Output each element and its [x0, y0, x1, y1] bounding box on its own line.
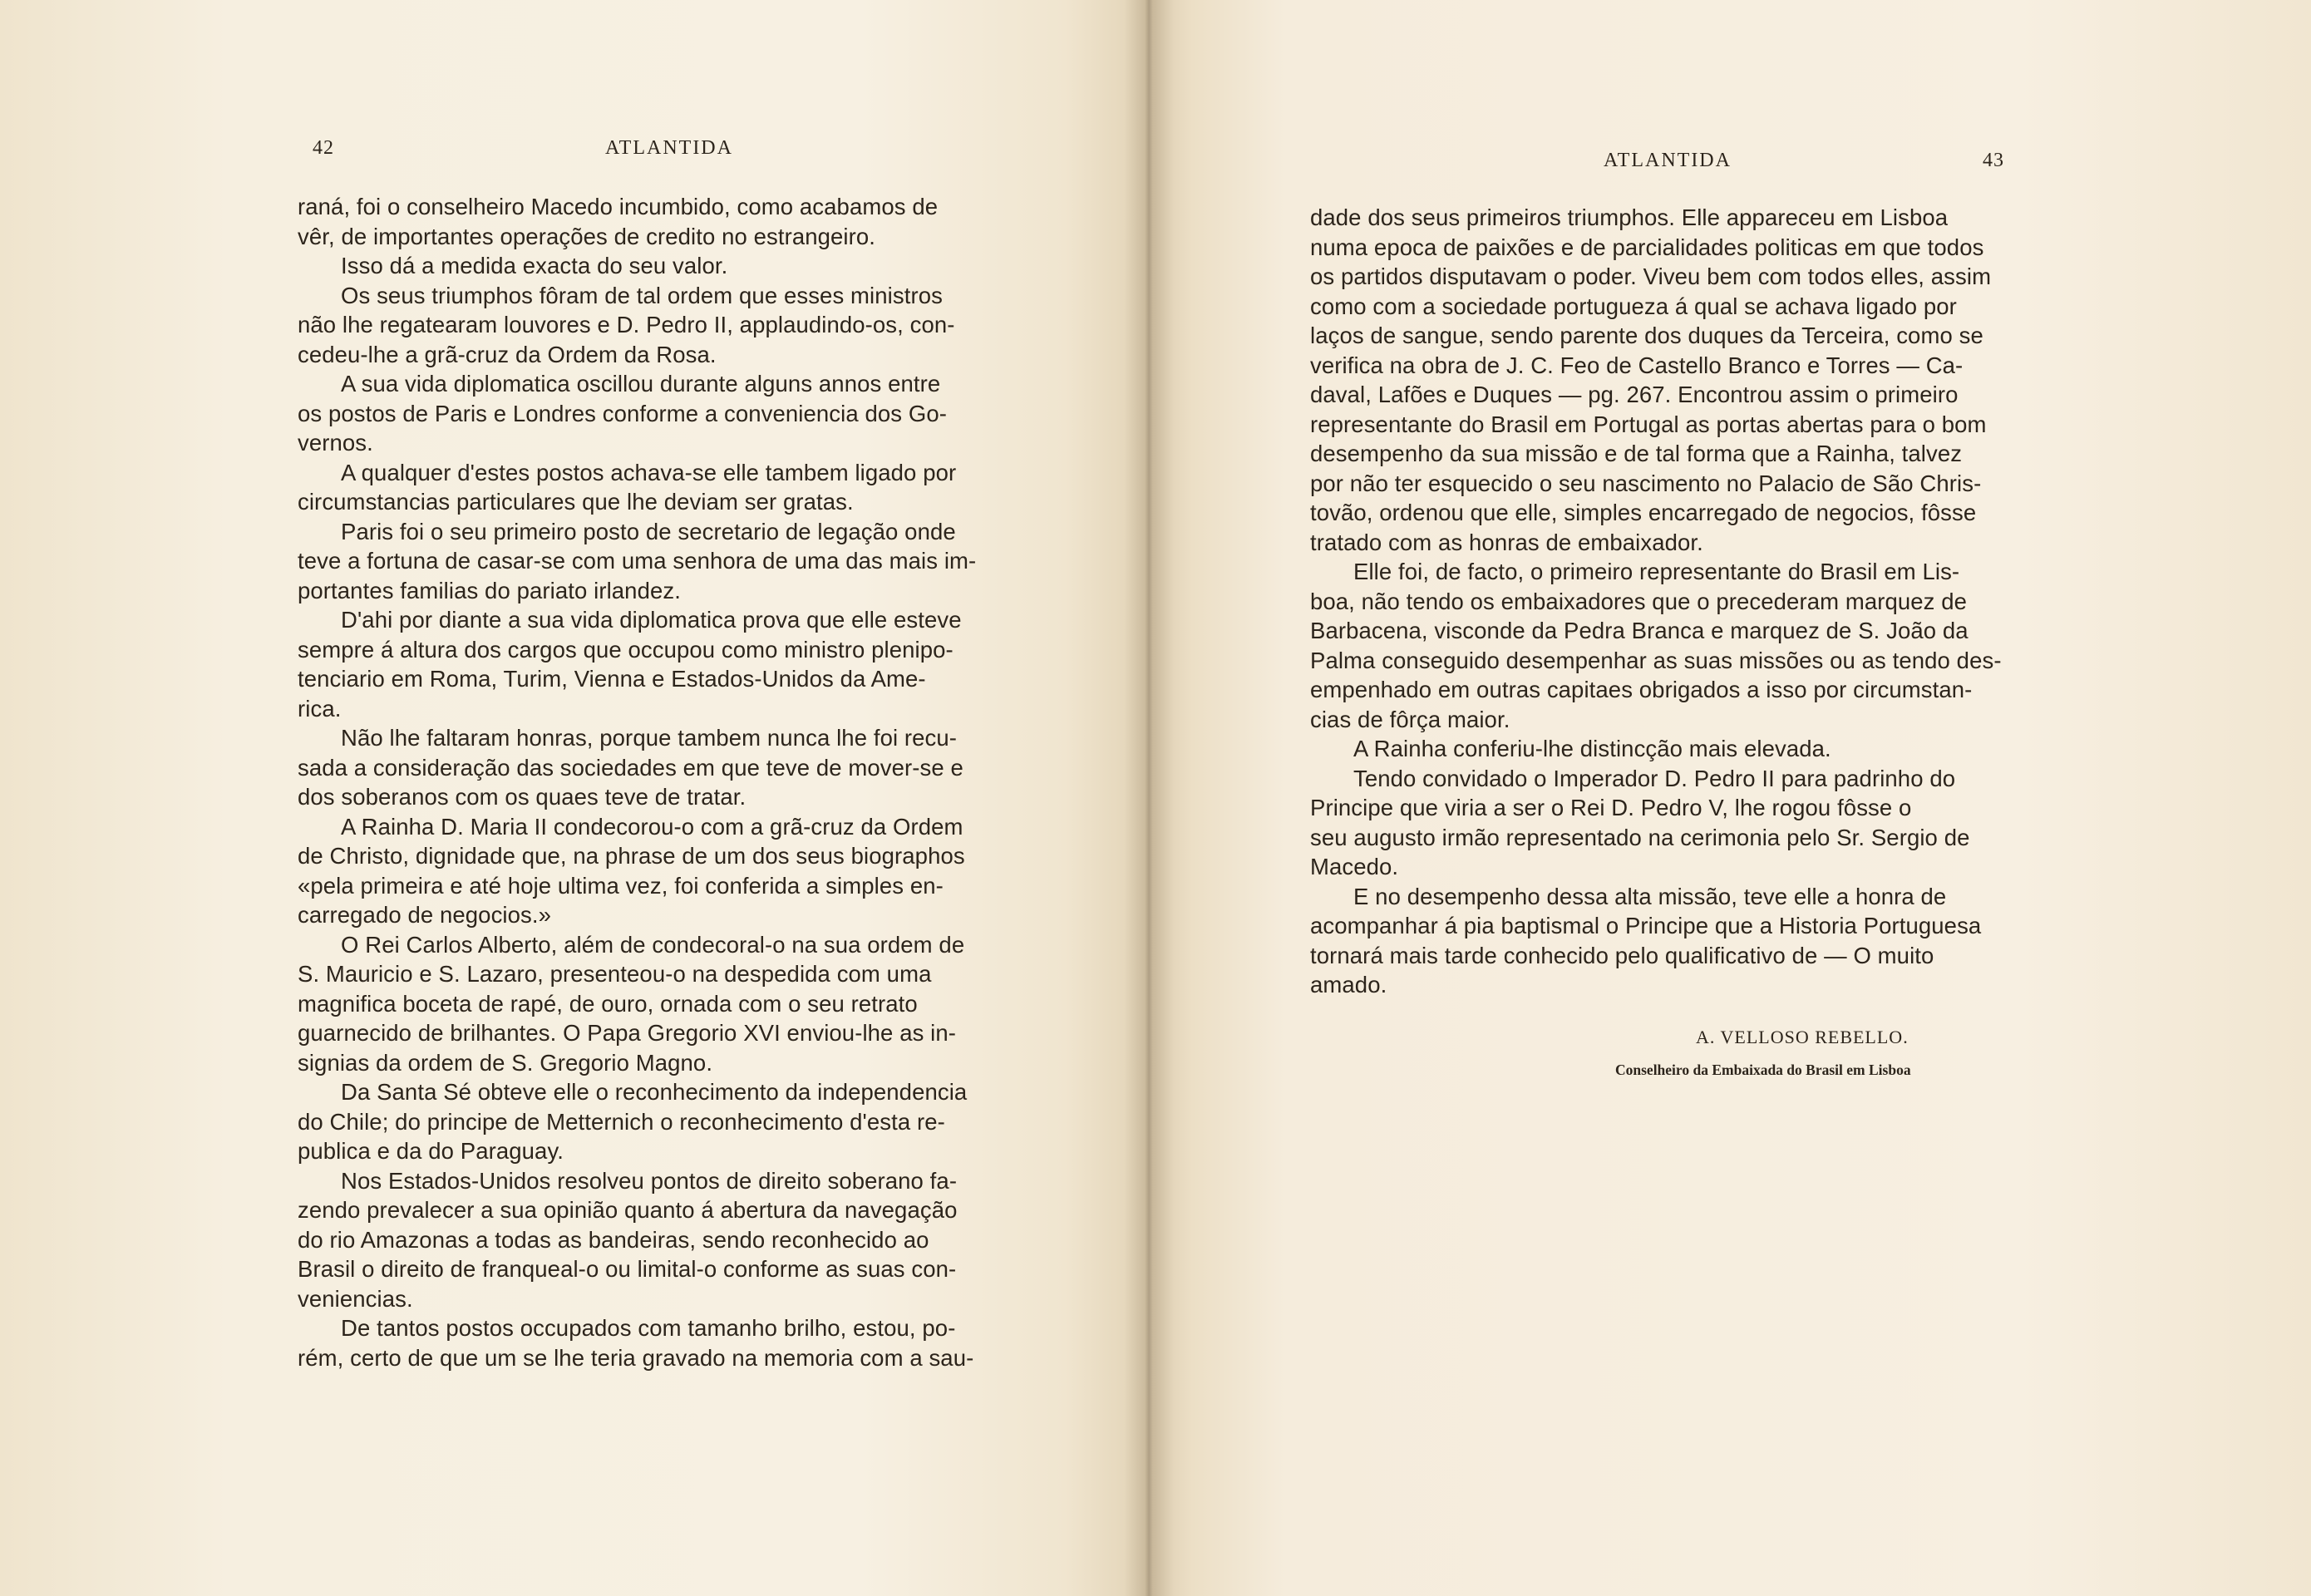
text-line: de Christo, dignidade que, na phrase de um dos seus biographos — [298, 843, 965, 869]
text-line: Barbacena, visconde da Pedra Branca e marquez de S. João da — [1310, 618, 1969, 643]
right-page — [1146, 0, 2311, 1596]
right-page-number: 43 — [1983, 150, 2004, 171]
text-line: zendo prevalecer a sua opinião quanto á abertura da navegação — [298, 1197, 958, 1223]
text-line: representante do Brasil em Portugal as portas abertas para o bom — [1310, 411, 1987, 437]
text-line: vernos. — [298, 430, 373, 456]
left-page-header — [313, 137, 745, 170]
text-line: não lhe regatearam louvores e D. Pedro II, applaudindo-os, con- — [298, 312, 955, 337]
text-line: tovão, ordenou que elle, simples encarregado de negocios, fôsse — [1310, 500, 1977, 525]
text-line: amado. — [1310, 972, 1387, 998]
text-line: rica. — [298, 695, 342, 722]
text-line: Palma conseguido desempenhar as suas missões ou as tendo des- — [1310, 647, 2002, 673]
text-line: Brasil o direito de franqueal-o ou limital-o conforme as suas con- — [298, 1256, 957, 1282]
text-line: dade dos seus primeiros triumphos. Elle appareceu em Lisboa — [1310, 204, 1949, 230]
text-line: daval, Lafões e Duques — pg. 267. Encontrou assim o primeiro — [1310, 382, 1959, 407]
text-line: Elle foi, de facto, o primeiro representante do Brasil em Lis- — [1353, 559, 1960, 584]
text-line: sada a consideração das sociedades em que teve de mover-se e — [298, 754, 963, 781]
text-line: A sua vida diplomatica oscillou durante alguns annos entre — [341, 371, 941, 397]
left-page-text — [298, 192, 1016, 1372]
text-line: seu augusto irmão representado na cerimonia pelo Sr. Sergio de — [1310, 824, 1970, 850]
right-page-text — [1310, 203, 2022, 1000]
text-line: boa, não tendo os embaixadores que o precederam marquez de — [1310, 588, 1968, 614]
text-line: tenciario em Roma, Turim, Vienna e Estados-Unidos da Ame- — [298, 666, 926, 692]
text-line: do Chile; do principe de Metternich o reconhecimento d'esta re- — [298, 1108, 945, 1135]
text-line: os partidos disputavam o poder. Viveu bem com todos elles, assim — [1310, 264, 1992, 289]
text-line: Não lhe faltaram honras, porque tambem nunca lhe foi recu- — [341, 725, 958, 751]
text-line: raná, foi o conselheiro Macedo incumbido, como acabamos de — [298, 194, 939, 219]
text-line: circumstancias particulares que lhe deviam ser gratas. — [298, 489, 854, 515]
left-page-number: 42 — [313, 137, 334, 159]
text-line: desempenho da sua missão e de tal forma que a Rainha, talvez — [1310, 441, 1963, 466]
text-line: tornará mais tarde conhecido pelo qualificativo de — O muito — [1310, 942, 1934, 968]
text-line: laços de sangue, sendo parente dos duques da Terceira, como se — [1310, 323, 1983, 348]
text-line: portantes familias do pariato irlandez. — [298, 577, 681, 603]
text-line: tratado com as honras de embaixador. — [1310, 529, 1703, 555]
text-line: guarnecido de brilhantes. O Papa Gregorio XVI enviou-lhe as in- — [298, 1020, 957, 1046]
text-line: Macedo. — [1310, 854, 1399, 879]
text-line: verifica na obra de J. C. Feo de Castello Branco e Torres — Ca- — [1310, 352, 1964, 378]
text-line: D'ahi por diante a sua vida diplomatica prova que elle esteve — [341, 607, 962, 633]
text-line: sempre á altura dos cargos que occupou como ministro plenipo- — [298, 636, 953, 663]
text-line: vêr, de importantes operações de credito no estrangeiro. — [298, 223, 876, 249]
text-line: cedeu-lhe a grã-cruz da Ordem da Rosa. — [298, 341, 717, 367]
text-line: dos soberanos com os quaes teve de tratar. — [298, 784, 747, 810]
text-line: do rio Amazonas a todas as bandeiras, sendo reconhecido ao — [298, 1226, 929, 1253]
text-line: veniencias. — [298, 1285, 413, 1312]
text-line: A Rainha D. Maria II condecorou-o com a grã-cruz da Ordem — [341, 813, 963, 840]
text-line: teve a fortuna de casar-se com uma senhora de uma das mais im- — [298, 548, 977, 574]
text-line: «pela primeira e até hoje ultima vez, foi conferida a simples en- — [298, 872, 944, 899]
text-line: Os seus triumphos fôram de tal ordem que esses ministros — [341, 282, 943, 308]
author-title: Conselheiro da Embaixada do Brasil em Lisboa — [1615, 1062, 1911, 1078]
text-line: empenhado em outras capitaes obrigados a isso por circumstan- — [1310, 677, 1973, 702]
text-line: numa epoca de paixões e de parcialidades politicas em que todos — [1310, 234, 1984, 260]
right-running-head: ATLANTIDA — [1604, 150, 1732, 171]
text-line: carregado de negocios.» — [298, 902, 552, 928]
right-page-header — [1604, 150, 2036, 183]
text-line: acompanhar á pia baptismal o Principe que a Historia Portuguesa — [1310, 913, 1982, 938]
text-line: Da Santa Sé obteve elle o reconhecimento da independencia — [341, 1079, 968, 1105]
text-line: magnifica boceta de rapé, de ouro, ornada com o seu retrato — [298, 990, 918, 1017]
left-running-head: ATLANTIDA — [605, 137, 733, 159]
text-line: Principe que viria a ser o Rei D. Pedro V, lhe rogou fôsse o — [1310, 795, 1912, 820]
text-line: Nos Estados-Unidos resolveu pontos de direito soberano fa- — [341, 1167, 958, 1194]
text-line: S. Mauricio e S. Lazaro, presenteou-o na despedida com uma — [298, 961, 932, 987]
text-line: De tantos postos occupados com tamanho brilho, estou, po- — [341, 1315, 956, 1341]
text-line: rém, certo de que um se lhe teria gravado na memoria com a sau- — [298, 1344, 974, 1371]
text-line: Paris foi o seu primeiro posto de secretario de legação onde — [341, 518, 956, 544]
text-line: por não ter esquecido o seu nascimento no Palacio de São Chris- — [1310, 470, 1982, 496]
left-page — [0, 0, 1146, 1596]
author-signature: A. VELLOSO REBELLO. — [1696, 1027, 1909, 1047]
text-line: Tendo convidado o Imperador D. Pedro II para padrinho do — [1353, 765, 1956, 791]
text-line: A Rainha conferiu-lhe distincção mais elevada. — [1353, 736, 1831, 761]
text-line: O Rei Carlos Alberto, além de condecoral-o na sua ordem de — [341, 931, 965, 958]
text-line: cias de fôrça maior. — [1310, 706, 1510, 732]
text-line: publica e da do Paraguay. — [298, 1138, 564, 1164]
text-line: como com a sociedade portugueza á qual se achava ligado por — [1310, 293, 1957, 319]
text-line: Isso dá a medida exacta do seu valor. — [341, 253, 728, 278]
text-line: A qualquer d'estes postos achava-se elle tambem ligado por — [341, 459, 957, 485]
text-line: signias da ordem de S. Gregorio Magno. — [298, 1049, 713, 1076]
text-line: E no desempenho dessa alta missão, teve elle a honra de — [1353, 883, 1947, 909]
text-line: os postos de Paris e Londres conforme a conveniencia dos Go- — [298, 400, 948, 426]
book-gutter — [1124, 0, 1174, 1596]
